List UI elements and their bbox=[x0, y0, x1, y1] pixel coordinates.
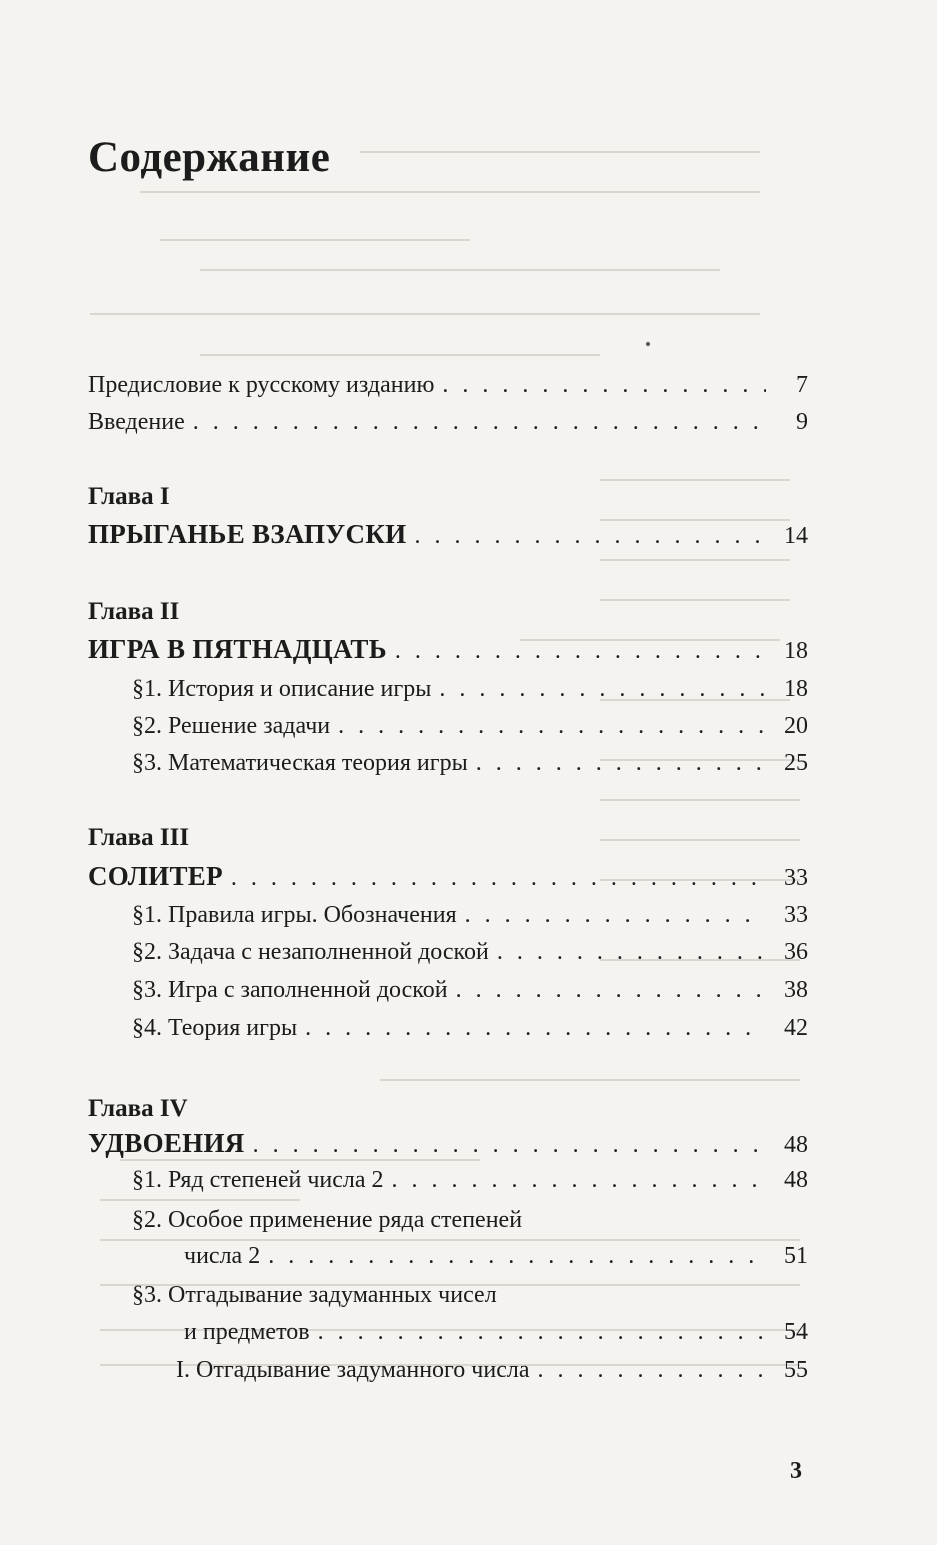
toc-entry-label: Предисловие к русскому изданию bbox=[88, 372, 435, 398]
dot-leader bbox=[253, 1130, 766, 1160]
dot-leader bbox=[193, 407, 766, 437]
toc-page-number: 36 bbox=[784, 939, 808, 965]
toc-page-number: 33 bbox=[784, 865, 808, 891]
toc-entry-label: Введение bbox=[88, 409, 185, 435]
dot-leader bbox=[537, 1355, 766, 1385]
dot-leader bbox=[318, 1317, 766, 1347]
dot-leader bbox=[231, 863, 766, 893]
dot-leader bbox=[456, 975, 766, 1005]
toc-entry-introduction[interactable] bbox=[88, 407, 808, 437]
chapter-title: УДВОЕНИЯ bbox=[88, 1128, 245, 1158]
section-label-line2: числа 2 bbox=[184, 1243, 261, 1269]
toc-section[interactable] bbox=[132, 900, 808, 930]
section-label-line1: §3. Отгадывание задуманных чисел bbox=[132, 1282, 497, 1308]
section-label: §4. Теория игры bbox=[132, 1015, 298, 1041]
section-label: §2. Решение задачи bbox=[132, 713, 331, 739]
toc-chapter-4[interactable] bbox=[88, 1128, 808, 1160]
toc-chapter-3[interactable] bbox=[88, 861, 808, 893]
toc-page-number: 54 bbox=[784, 1319, 808, 1345]
section-label-line1: §2. Особое применение ряда степеней bbox=[132, 1207, 523, 1233]
toc-section[interactable] bbox=[132, 1165, 808, 1195]
dot-leader bbox=[476, 748, 766, 778]
toc-page-number: 42 bbox=[784, 1015, 808, 1041]
contents-heading: Содержание bbox=[88, 134, 331, 181]
chapter-title: ИГРА В ПЯТНАДЦАТЬ bbox=[88, 634, 387, 664]
toc-page-number: 9 bbox=[796, 409, 808, 435]
toc-page-number: 33 bbox=[784, 902, 808, 928]
toc-entry-preface[interactable] bbox=[88, 370, 808, 400]
dot-leader bbox=[465, 900, 766, 930]
toc-subsection[interactable] bbox=[176, 1355, 808, 1385]
dot-leader bbox=[268, 1241, 766, 1271]
section-label: §3. Игра с заполненной доской bbox=[132, 977, 448, 1003]
toc-page-number: 18 bbox=[784, 638, 808, 664]
section-label: §1. Ряд степеней числа 2 bbox=[132, 1167, 384, 1193]
dot-leader bbox=[414, 521, 766, 551]
toc-section[interactable] bbox=[132, 937, 808, 967]
toc-section[interactable] bbox=[132, 1013, 808, 1043]
chapter-label-2: Глава II bbox=[88, 598, 180, 625]
toc-page-number: 7 bbox=[796, 372, 808, 398]
dot-leader bbox=[439, 674, 766, 704]
toc-page-number: 38 bbox=[784, 977, 808, 1003]
toc-section[interactable] bbox=[184, 1317, 808, 1347]
toc-section[interactable] bbox=[132, 975, 808, 1005]
section-label: §1. История и описание игры bbox=[132, 676, 432, 702]
toc-page-number: 25 bbox=[784, 750, 808, 776]
section-label: §2. Задача с незаполненной доской bbox=[132, 939, 489, 965]
chapter-label-3: Глава III bbox=[88, 824, 190, 851]
toc-chapter-1[interactable] bbox=[88, 519, 808, 551]
toc-page-number: 48 bbox=[784, 1132, 808, 1158]
toc-section[interactable] bbox=[132, 711, 808, 741]
dot-leader bbox=[338, 711, 766, 741]
section-label: §3. Математическая теория игры bbox=[132, 750, 468, 776]
toc-page-number: 20 bbox=[784, 713, 808, 739]
dot-leader bbox=[392, 1165, 766, 1195]
toc-chapter-2[interactable] bbox=[88, 634, 808, 666]
toc-section[interactable] bbox=[132, 748, 808, 778]
toc-page-number: 14 bbox=[784, 523, 808, 549]
section-label: §1. Правила игры. Обозначения bbox=[132, 902, 457, 928]
dot-leader bbox=[497, 937, 766, 967]
section-label-line2: и предметов bbox=[184, 1319, 310, 1345]
chapter-title: СОЛИТЕР bbox=[88, 861, 223, 891]
dot-leader bbox=[305, 1013, 766, 1043]
toc-page-number: 48 bbox=[784, 1167, 808, 1193]
toc-page-number: 55 bbox=[784, 1357, 808, 1383]
subsection-label: I. Отгадывание задуманного числа bbox=[176, 1357, 530, 1383]
dot-leader bbox=[395, 636, 766, 666]
toc-section[interactable] bbox=[184, 1241, 808, 1271]
chapter-title: ПРЫГАНЬЕ ВЗАПУСКИ bbox=[88, 519, 407, 549]
chapter-label-4: Глава IV bbox=[88, 1095, 188, 1122]
dot-leader bbox=[442, 370, 766, 400]
toc-page-number: 51 bbox=[784, 1243, 808, 1269]
toc-page-number: 18 bbox=[784, 676, 808, 702]
toc-section[interactable] bbox=[132, 674, 808, 704]
chapter-label-1: Глава I bbox=[88, 483, 170, 510]
page-folio-number: 3 bbox=[790, 1458, 802, 1484]
